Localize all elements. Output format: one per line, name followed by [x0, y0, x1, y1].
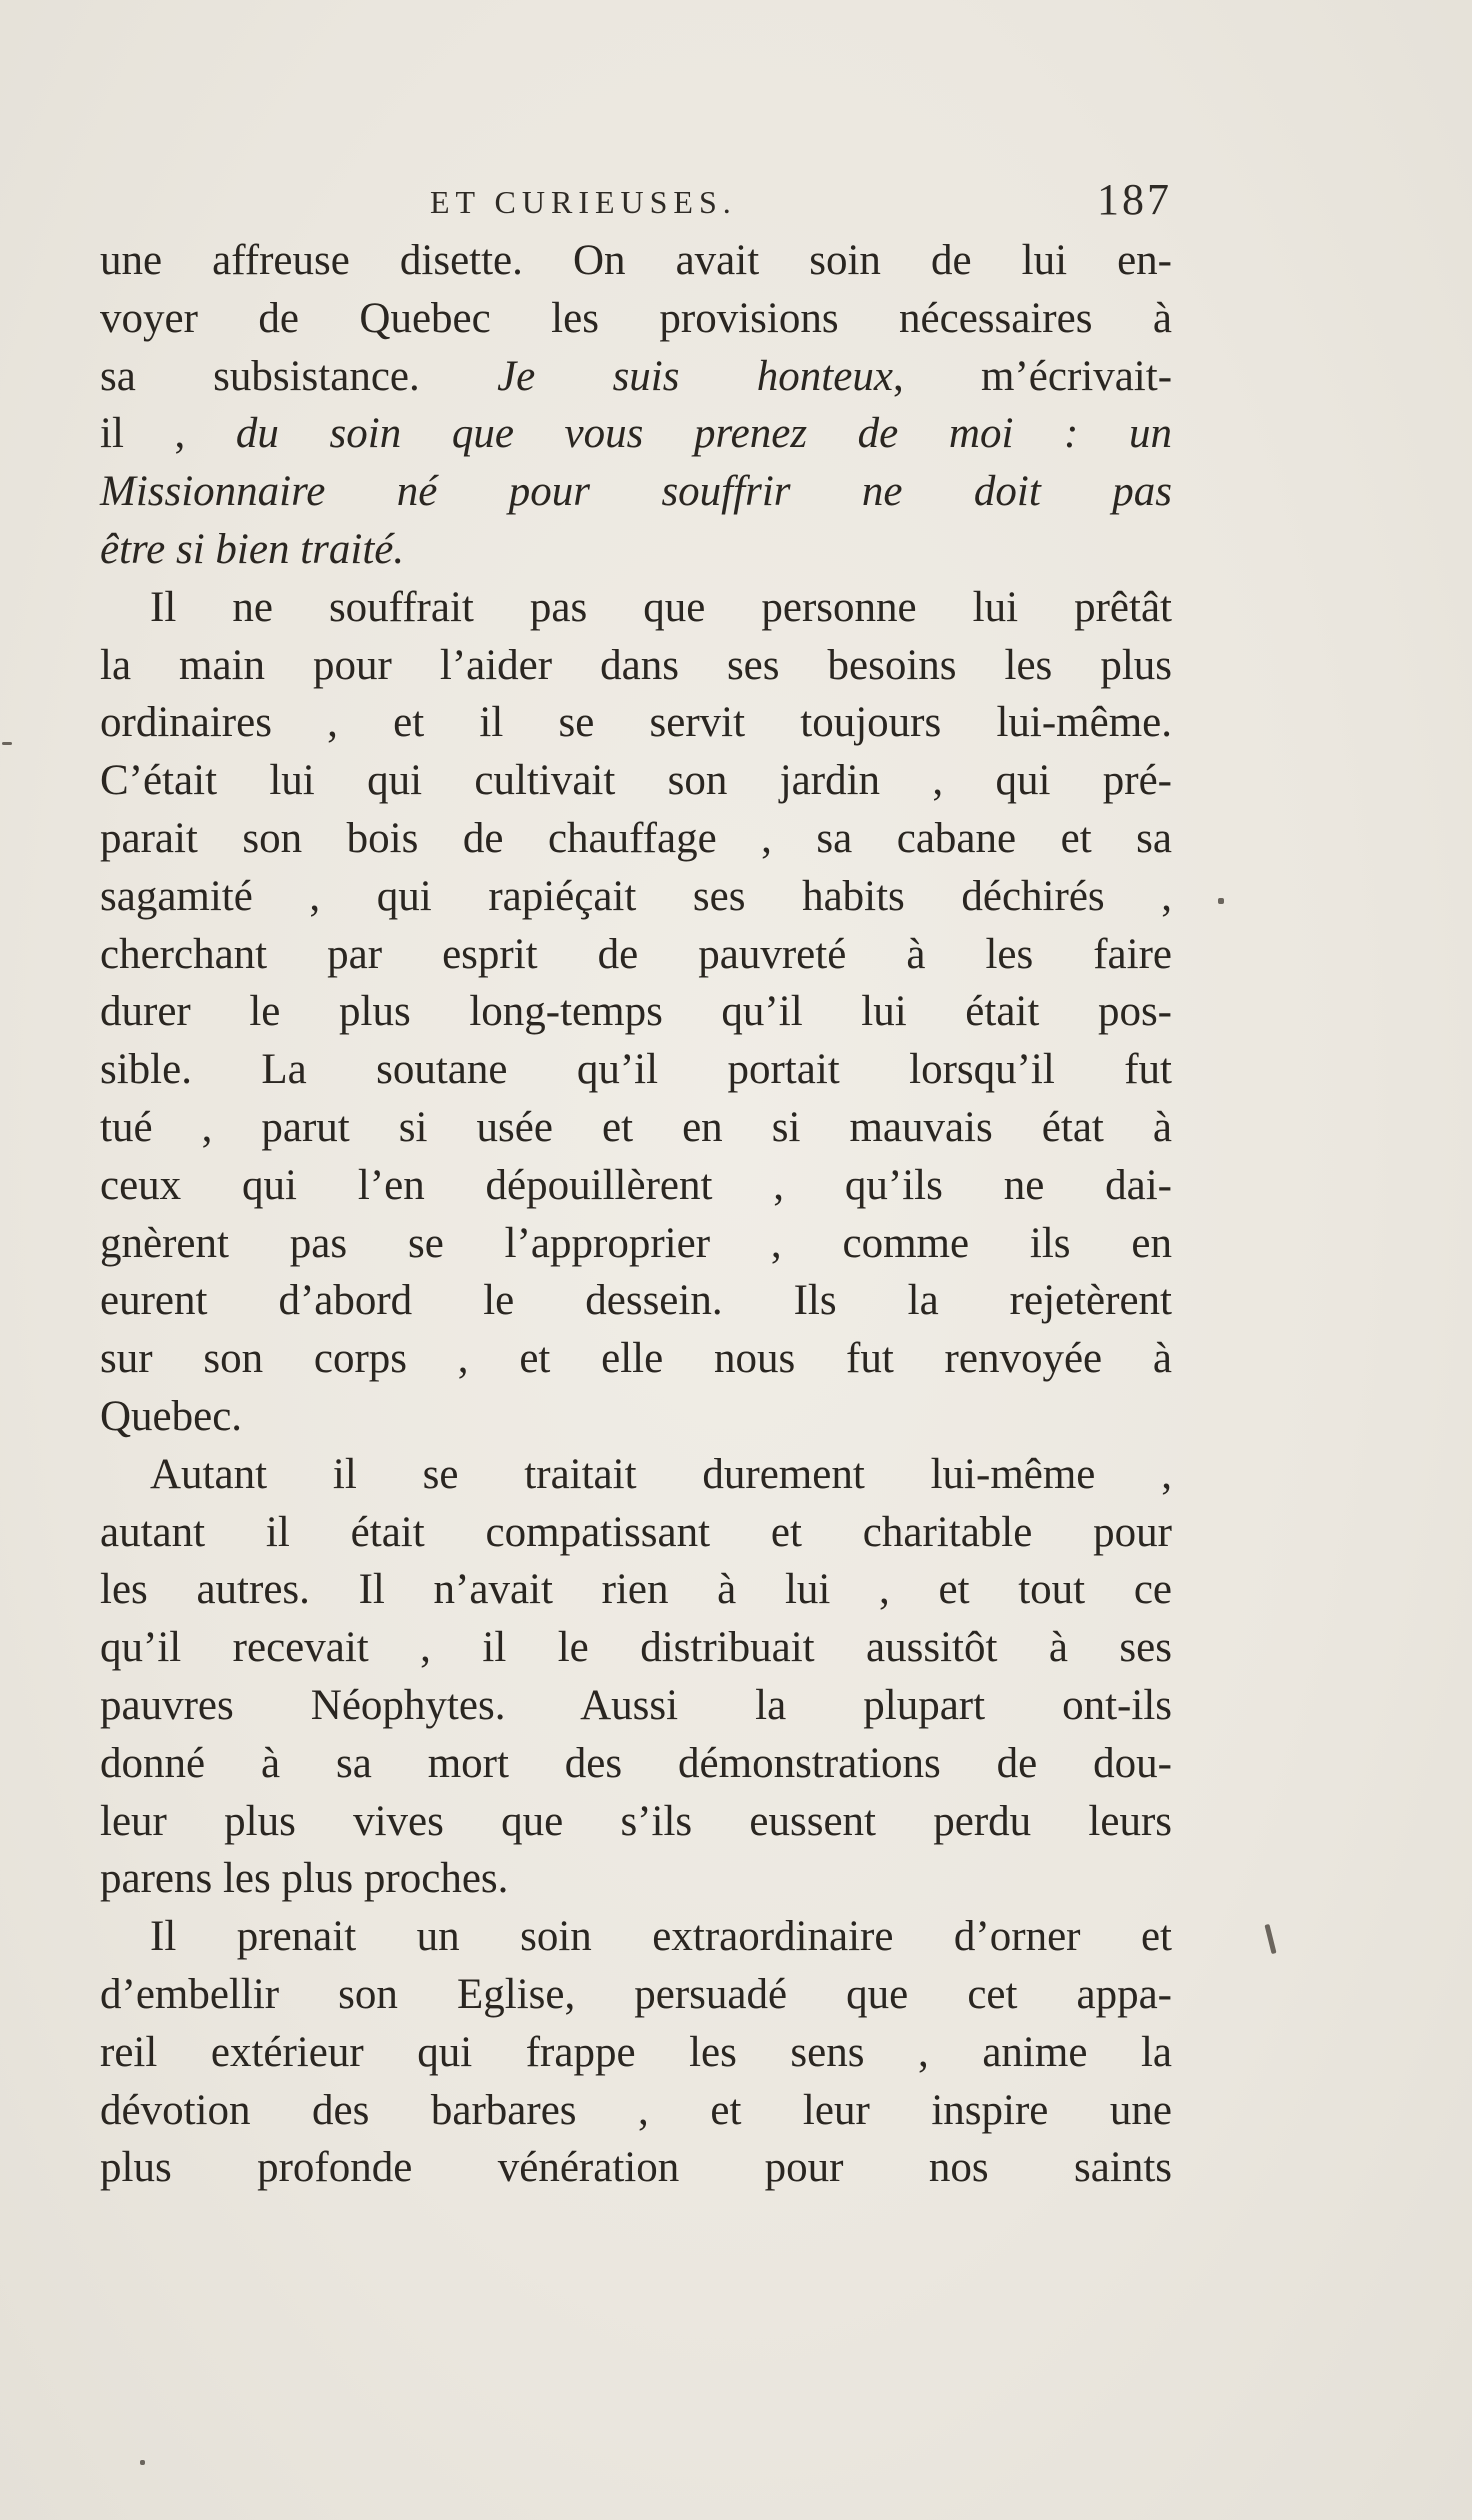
text-line: C’était lui qui cultivait son jardin , qui pré- — [100, 757, 1172, 805]
text-line: la main pour l’aider dans ses besoins les plus — [100, 641, 1172, 689]
text-line: être si bien traité. — [100, 525, 405, 573]
page-number: 187 — [1097, 175, 1172, 224]
text-line: ceux qui l’en dépouillèrent , qu’ils ne dai- — [100, 1161, 1172, 1209]
body-text — [100, 232, 1172, 2197]
text-line: autant il était compatissant et charitable pour — [100, 1508, 1172, 1556]
text-line: sible. La soutane qu’il portait lorsqu’il fut — [100, 1046, 1172, 1094]
text-line: qu’il recevait , il le distribuait aussitôt à ses — [100, 1624, 1172, 1672]
text-line: eurent d’abord le dessein. Ils la rejetèrent — [100, 1277, 1172, 1325]
running-title: ET CURIEUSES. — [430, 184, 737, 220]
text-line: sa subsistance. Je suis honteux, m’écrivait- — [100, 352, 1173, 400]
text-line: sur son corps , et elle nous fut renvoyée à — [100, 1335, 1172, 1383]
text-line: d’embellir son Eglise, persuadé que cet appa- — [100, 1970, 1172, 2018]
margin-mark — [1218, 898, 1224, 904]
text-line: ordinaires , et il se servit toujours lui-même. — [100, 699, 1172, 747]
text-line: dévotion des barbares , et leur inspire une — [100, 2086, 1172, 2134]
text-line: sagamité , qui rapiéçait ses habits déchirés , — [100, 872, 1172, 920]
margin-mark — [1264, 1924, 1276, 1954]
text-line: il , du soin que vous prenez de moi : un — [100, 410, 1172, 458]
text-line: gnèrent pas se l’approprier , comme ils en — [100, 1219, 1172, 1267]
running-head — [100, 175, 1172, 234]
text-line: Autant il se traitait durement lui-même , — [150, 1450, 1172, 1498]
text-line: les autres. Il n’avait rien à lui , et tout ce — [100, 1566, 1172, 1614]
text-line: donné à sa mort des démonstrations de dou- — [100, 1739, 1172, 1787]
text-line: parait son bois de chauffage , sa cabane et sa — [100, 814, 1172, 862]
text-line: voyer de Quebec les provisions nécessaires à — [100, 294, 1172, 342]
text-line: leur plus vives que s’ils eussent perdu leurs — [100, 1797, 1172, 1845]
text-line: pauvres Néophytes. Aussi la plupart ont-ils — [100, 1681, 1172, 1729]
text-line: durer le plus long-temps qu’il lui était pos- — [100, 988, 1172, 1036]
text-line: Missionnaire né pour souffrir ne doit pas — [100, 468, 1172, 516]
text-line: Il ne souffrait pas que personne lui prêtât — [150, 583, 1172, 631]
text-line: tué , parut si usée et en si mauvais état à — [100, 1103, 1172, 1151]
text-line: parens les plus proches. — [100, 1855, 509, 1903]
margin-mark — [140, 2460, 145, 2465]
text-line: Il prenait un soin extraordinaire d’orner et — [150, 1913, 1172, 1961]
text-line: plus profonde vénération pour nos saints — [100, 2144, 1172, 2192]
text-line: reil extérieur qui frappe les sens , anime la — [100, 2028, 1172, 2076]
text-line: une affreuse disette. On avait soin de lui en- — [100, 237, 1172, 284]
text-line: cherchant par esprit de pauvreté à les faire — [100, 930, 1172, 978]
text-line: Quebec. — [100, 1392, 243, 1440]
margin-mark — [2, 742, 12, 745]
